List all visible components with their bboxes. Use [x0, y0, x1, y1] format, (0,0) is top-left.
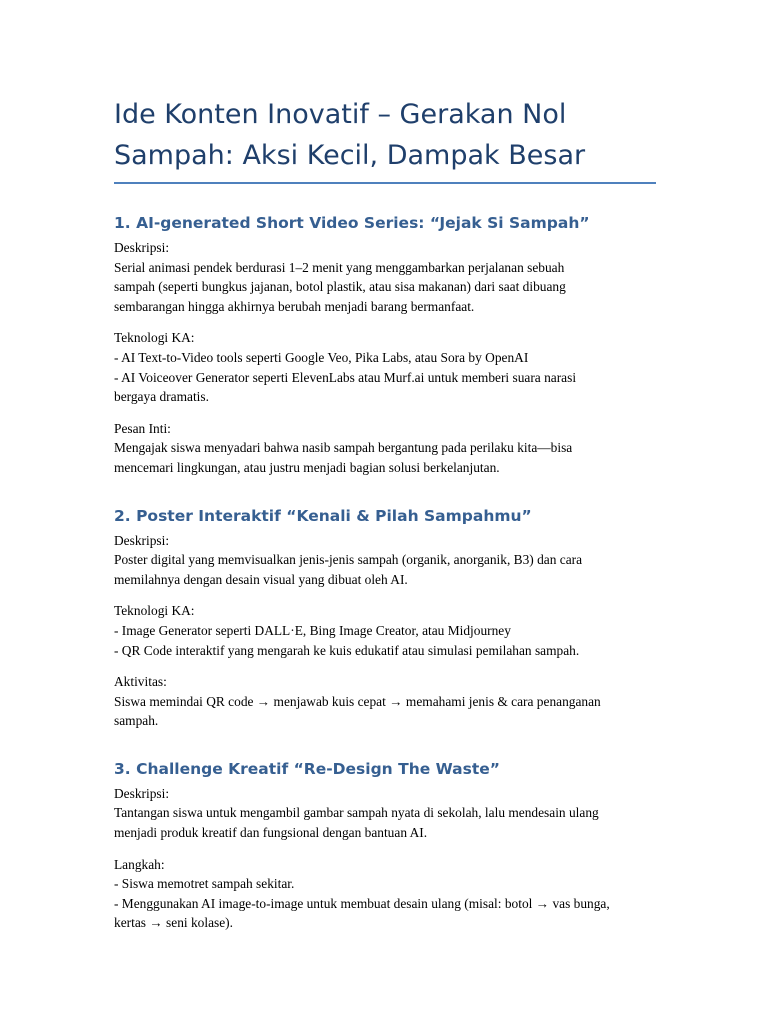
description-block — [114, 784, 656, 843]
message-block — [114, 419, 656, 478]
body-line: - Siswa memotret sampah sekitar. — [114, 876, 295, 892]
description-block — [114, 531, 656, 590]
body-line: Siswa memindai QR code → menjawab kuis cepat → memahami jenis & cara penanganan — [114, 693, 601, 709]
body-line: Poster digital yang memvisualkan jenis-jenis sampah (organik, anorganik, B3) dan cara — [114, 552, 583, 568]
body-line: - AI Voiceover Generator seperti ElevenLabs atau Murf.ai untuk memberi suara narasi — [114, 369, 577, 385]
body-line: sampah (seperti bungkus jajanan, botol plastik, atau sisa makanan) dari saat dibuang — [114, 279, 566, 295]
body-line: mencemari lingkungan, atau justru menjadi bagian solusi berkelanjutan. — [114, 459, 500, 475]
technology-block — [114, 601, 656, 660]
section-jejak-si-sampah — [114, 211, 656, 478]
body-line: sembarangan hingga akhirnya berubah menjadi barang bermanfaat. — [114, 298, 475, 314]
block-label: Pesan Inti: — [114, 420, 171, 436]
activity-block — [114, 672, 656, 731]
technology-block — [114, 328, 656, 406]
block-label: Deskripsi: — [114, 532, 170, 548]
section-poster-interaktif — [114, 504, 656, 731]
body-line: - AI Text-to-Video tools seperti Google Veo, Pika Labs, atau Sora by OpenAI — [114, 349, 529, 365]
body-line: menjadi produk kreatif dan fungsional dengan bantuan AI. — [114, 825, 428, 841]
document-title — [114, 94, 656, 182]
title-divider — [114, 182, 656, 184]
body-line: memilahnya dengan desain visual yang dibuat oleh AI. — [114, 571, 408, 587]
body-line: sampah. — [114, 713, 159, 729]
body-line: bergaya dramatis. — [114, 389, 209, 405]
body-line: - Menggunakan AI image-to-image untuk membuat desain ulang (misal: botol → vas bunga, — [114, 895, 610, 911]
body-line: Tantangan siswa untuk mengambil gambar sampah nyata di sekolah, lalu mendesain ulang — [114, 805, 599, 821]
title-line: Ide Konten Inovatif – Gerakan Nol — [114, 99, 567, 130]
block-label: Deskripsi: — [114, 785, 170, 801]
section-heading: 2. Poster Interaktif “Kenali & Pilah Sampahmu” — [114, 506, 532, 525]
body-line: Serial animasi pendek berdurasi 1–2 menit yang menggambarkan perjalanan sebuah — [114, 259, 565, 275]
body-line: - QR Code interaktif yang mengarah ke kuis edukatif atau simulasi pemilahan sampah. — [114, 642, 580, 658]
block-label: Aktivitas: — [114, 674, 167, 690]
body-line: - Image Generator seperti DALL·E, Bing Image Creator, atau Midjourney — [114, 622, 511, 638]
section-heading: 3. Challenge Kreatif “Re-Design The Waste” — [114, 759, 500, 778]
section-redesign-the-waste — [114, 757, 656, 933]
block-label: Teknologi KA: — [114, 603, 195, 619]
block-label: Teknologi KA: — [114, 330, 195, 346]
body-line: kertas → seni kolase). — [114, 915, 233, 931]
section-heading: 1. AI-generated Short Video Series: “Jejak Si Sampah” — [114, 214, 590, 232]
block-label: Deskripsi: — [114, 240, 170, 255]
body-line: Mengajak siswa menyadari bahwa nasib sampah bergantung pada perilaku kita—bisa — [114, 440, 573, 456]
title-line: Sampah: Aksi Kecil, Dampak Besar — [114, 140, 586, 171]
steps-block — [114, 855, 656, 933]
block-label: Langkah: — [114, 856, 165, 872]
description-block — [114, 238, 656, 316]
